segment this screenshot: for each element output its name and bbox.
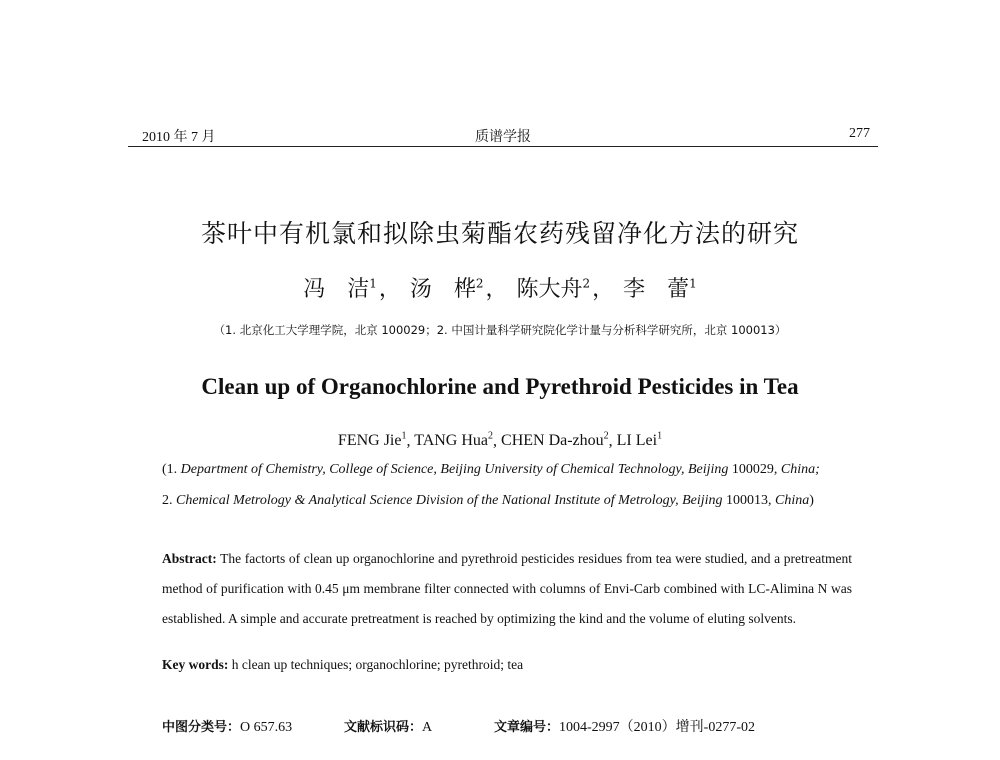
affiliation-english-2: 2. Chemical Metrology & Analytical Science Division of the National Institute of Metrology, Beijing 100013, China): [162, 493, 814, 508]
author-en: FENG Jie$^1$: [337, 431, 407, 450]
running-header: [128, 120, 878, 147]
abstract-text: The factorts of clean up organochlorine and pyrethroid pesticides residues from tea were studied, and a pretreatment method of purification with 0.45 μm membrane filter connected with columns of Envi-Carb combined with LC-Alimina N was established. A simple and accurate pretreatment is reached by optimizing the kind and the volume of eluting solvents.: [162, 551, 852, 626]
keywords-label: Key words:: [162, 657, 229, 672]
author-zh: 汤 桦$^2$: [409, 276, 484, 302]
authors-english: FENG Jie$^1$, TANG Hua$^2$, CHEN Da-zhou$^2$, LI Lei$^1$: [337, 431, 663, 450]
abstract: [162, 544, 852, 634]
author-en: LI Lei$^1$: [616, 431, 663, 450]
clc-number: 中图分类号：O 657.63: [162, 720, 293, 735]
affiliation-chinese: （1. 北京化工大学理学院，北京 100029；2. 中国计量科学研究院化学计量与分析科学研究所，北京 100013）: [213, 323, 787, 337]
document-code: 文献标识码：A: [344, 720, 433, 735]
author-zh: 李 蕾$^1$: [623, 276, 697, 302]
affiliation-english-1: (1. Department of Chemistry, College of Science, Beijing University of Chemical Technology, Beijing 100029, China;: [162, 462, 820, 477]
journal-name: 质谱学报: [475, 130, 531, 145]
author-en: CHEN Da-zhou$^2$: [501, 431, 609, 450]
author-zh: 冯 洁$^1$: [303, 276, 377, 302]
author-en: TANG Hua$^2$: [414, 431, 494, 450]
keywords: [162, 657, 852, 673]
author-zh: 陈大舟$^2$: [516, 276, 591, 302]
page-number: 277: [849, 126, 870, 141]
title-english: Clean up of Organochlorine and Pyrethroid Pesticides in Tea: [201, 374, 799, 399]
abstract-label: Abstract:: [162, 551, 217, 566]
authors-chinese: 冯 洁$^1$， 汤 桦$^2$， 陈大舟$^2$， 李 蕾$^1$: [303, 276, 697, 302]
title-chinese: 茶叶中有机氯和拟除虫菊酯农药残留净化方法的研究: [200, 219, 799, 248]
header-date: 2010 年 7 月: [142, 130, 216, 145]
article-number: 文章编号：1004-2997（2010）增刊-0277-02: [494, 720, 756, 735]
keywords-text: h clean up techniques; organochlorine; pyrethroid; tea: [231, 657, 524, 672]
